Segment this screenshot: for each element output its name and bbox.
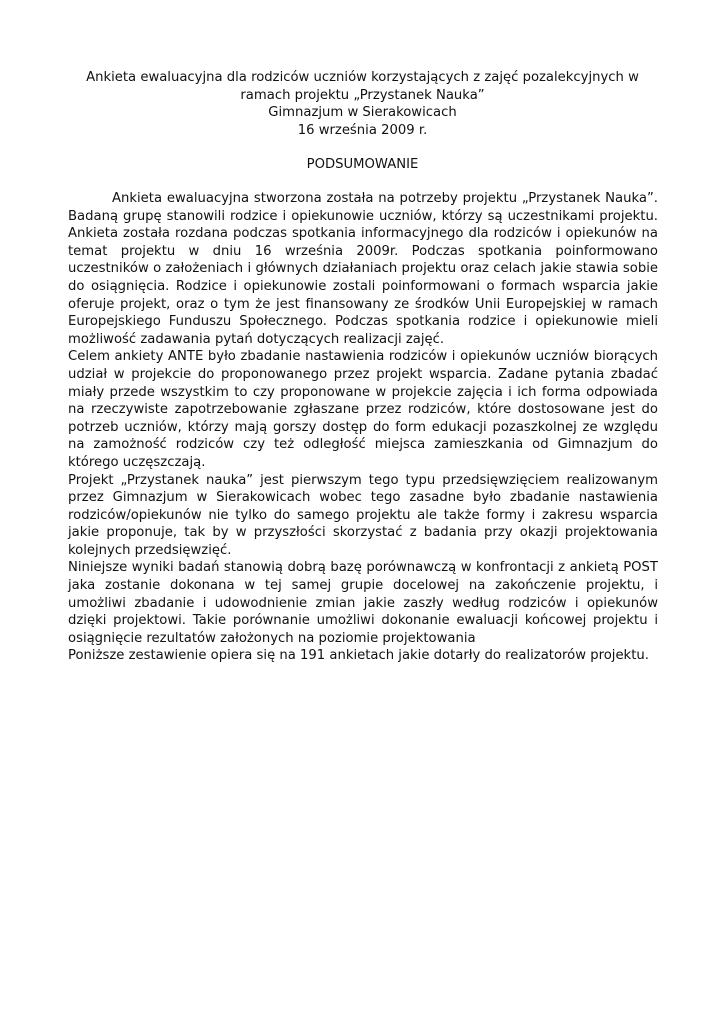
header-line-4: 16 września 2009 r. [297,122,428,138]
section-title: PODSUMOWANIE [306,157,419,172]
paragraph-3: Projekt „Przystanek nauka” jest pierwszym tego typu przedsięwzięciem realizowanym przez Gimnazjum w Sierakowicach wobec tego zasadne było zbadanie nastawienia rodziców/opiekunów nie tylko do samego projektu ale także formy i zakresu wsparcia jakie proponuje, tak by w przyszłości skorzystać z badania przy okazji projektowania kolejnych przedsięwzięć. [68,472,658,558]
paragraph-1: Ankieta ewaluacyjna stworzona została na potrzeby projektu „Przystanek Nauka”. Badaną grupę stanowili rodzice i opiekunowie uczniów, którzy są uczestnikami projektu. Ankieta została rozdana podczas spotkania informacyjnego dla rodziców i opiekunów na temat projektu w dniu 16 września 2009r. Podczas spotkania poinformowano uczestników o założeniach i głównych działaniach projektu oraz celach jakie stawia sobie do osiągnięcia. Rodzice i opiekunowie zostali poinformowani o formach wsparcia jakie oferuje projekt, oraz o tym że jest finansowany ze środków Unii Europejskiej w ramach Europejskiego Funduszu Społecznego. Podczas spotkania rodzice i opiekunowie mieli możliwość zadawania pytań dotyczących realizacji zajęć. [68,191,658,347]
header-line-1: Ankieta ewaluacyjna dla rodziców uczniów korzystających z zajęć pozalekcyjnych w [86,70,639,85]
header-line-2: ramach projektu „Przystanek Nauka” [240,87,485,103]
document-body [68,190,658,665]
paragraph-5: Poniższe zestawienie opiera się na 191 ankietach jakie dotarły do realizatorów projektu. [68,648,649,664]
paragraph-2: Celem ankiety ANTE było zbadanie nastawienia rodziców i opiekunów uczniów biorących udział w projekcie do proponowanego przez projekt wsparcia. Zadane pytania zbadać miały przede wszystkim to czy proponowane w projekcie zajęcia i ich forma odpowiada na rzeczywiste zapotrzebowanie zgłaszane przez rodziców, które dostosowane jest do potrzeb uczniów, którzy mają gorszy dostęp do form edukacji pozaszkolnej ze względu na zamożność rodziców czy też odległość miejsca zamieszkania od Gimnazjum do którego uczęszczają. [68,349,658,470]
paragraph-4: Niniejsze wyniki badań stanowią dobrą bazę porównawczą w konfrontacji z ankietą POST jaka zostanie dokonana w tej samej grupie docelowej na zakończenie projektu, i umożliwi zbadanie i udowodnienie zmian jakie zaszły według rodziców i opiekunów dzięki projektowi. Takie porównanie umożliwi dokonanie ewaluacji końcowej projektu i osiągnięcie rezultatów założonych na poziomie projektowania [68,560,658,646]
document-header [60,69,665,139]
header-line-3: Gimnazjum w Sierakowicach [268,105,457,121]
